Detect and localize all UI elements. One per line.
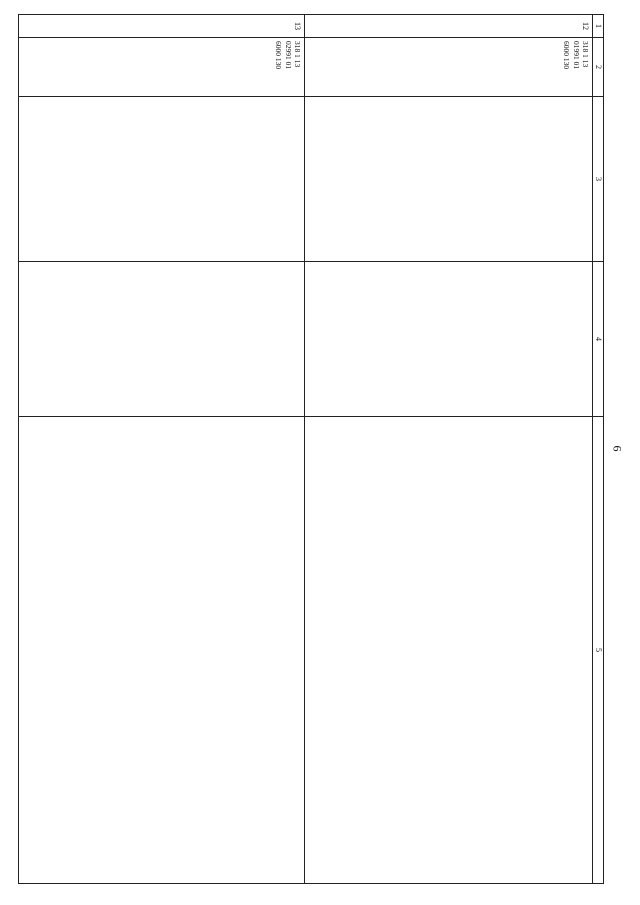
column-number-row bbox=[593, 15, 604, 884]
revenue-source-cell bbox=[305, 262, 593, 417]
revenue-classification-table bbox=[18, 14, 604, 884]
page-number: 6 bbox=[610, 445, 625, 452]
legal-basis-cell bbox=[305, 417, 593, 884]
column-number: 2 bbox=[593, 38, 604, 97]
classification-code bbox=[19, 38, 305, 97]
code-line: 6000 130 bbox=[274, 41, 284, 70]
column-number: 5 bbox=[593, 417, 604, 884]
revenue-source-cell bbox=[19, 262, 305, 417]
classification-code bbox=[305, 38, 593, 97]
revenue-name-cell bbox=[19, 97, 305, 262]
legal-basis-cell bbox=[19, 417, 305, 884]
row-number: 13 bbox=[19, 15, 305, 38]
code-line: 318 1 13 bbox=[293, 41, 302, 68]
column-number: 4 bbox=[593, 262, 604, 417]
row-number: 12 bbox=[305, 15, 593, 38]
table-row bbox=[305, 15, 593, 884]
code-line: 318 1 13 bbox=[581, 41, 590, 68]
table-row bbox=[19, 15, 305, 884]
column-number: 3 bbox=[593, 97, 604, 262]
code-line: 01991 01 bbox=[571, 41, 581, 70]
code-line: 02991 01 bbox=[283, 41, 293, 70]
revenue-name-cell bbox=[305, 97, 593, 262]
code-line: 6000 130 bbox=[562, 41, 572, 70]
column-number: 1 bbox=[593, 15, 604, 38]
